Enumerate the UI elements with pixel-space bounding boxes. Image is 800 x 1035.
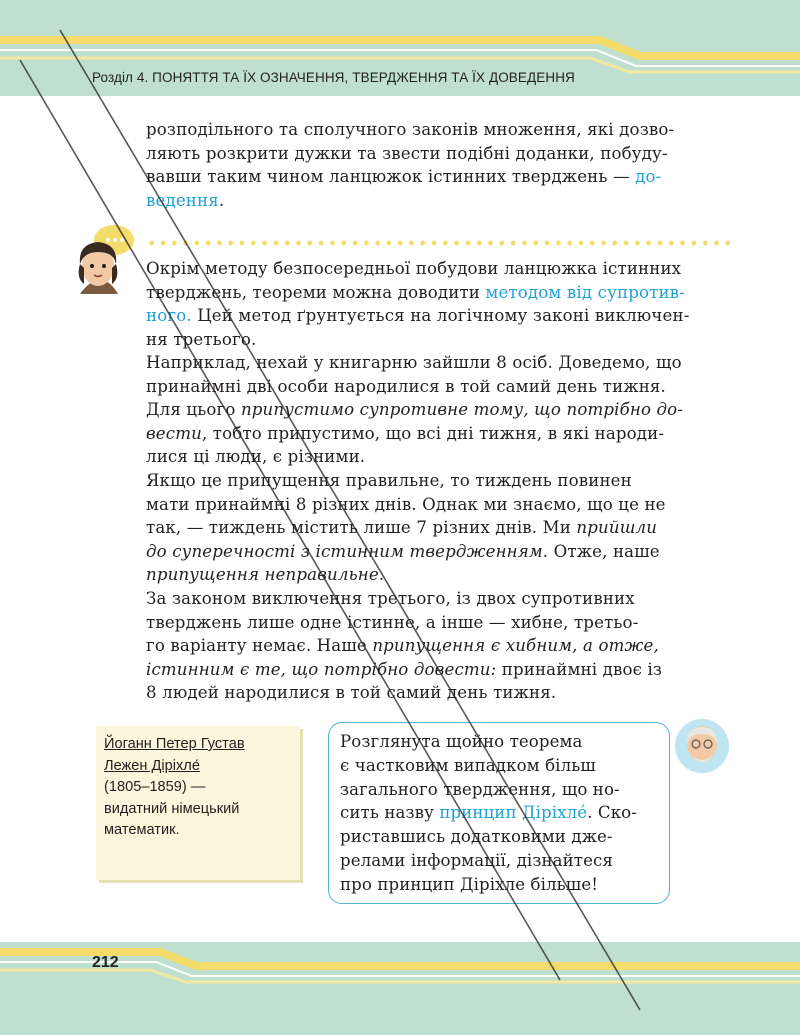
professor-avatar-icon	[670, 716, 734, 776]
footer-decoration	[0, 942, 800, 1035]
term-contradiction: ного.	[146, 306, 192, 326]
text-line: ня третього.	[146, 329, 257, 349]
text-line: Наприклад, нехай у книгарню зайшли 8 осіб. Доведемо, що	[146, 353, 682, 372]
text-line: . Отже, наше	[542, 541, 660, 561]
dotted-separator	[146, 240, 730, 246]
note-description: математик.	[104, 822, 180, 838]
chapter-title: Розділ 4. ПОНЯТТЯ ТА ЇХ ОЗНАЧЕННЯ, ТВЕРДЖЕННЯ ТА ЇХ ДОВЕДЕННЯ	[92, 70, 575, 85]
text-line: , тобто припустимо, що всі дні тижня, в які народи-	[201, 423, 665, 443]
paragraph-method	[146, 257, 730, 351]
text-line: Окрім методу безпосередньої побудови ланцюжка істинних	[146, 259, 682, 278]
text-line: так, — тиждень містить лише 7 різних днів. Ми	[146, 518, 577, 538]
term-proof: до-	[635, 167, 662, 187]
emphasis: припущення неправильне	[146, 565, 379, 585]
paragraph-reasoning	[146, 469, 730, 587]
text-line: лися ці люди, є різними.	[146, 447, 366, 467]
emphasis: вести	[146, 423, 202, 443]
bubble-line: релами інформації, дізнайтеся	[340, 850, 613, 870]
speech-bubble-text	[340, 730, 656, 897]
boy-avatar-icon	[66, 222, 136, 302]
paragraph-conclusion	[146, 587, 730, 705]
bubble-line: загального твердження, що но-	[340, 779, 620, 799]
text-line: ляють розкрити дужки та звести подібні доданки, побуду-	[146, 143, 668, 163]
bubble-line: риставшись додатковими дже-	[340, 827, 613, 847]
bubble-line: Розглянута щойно теорема	[340, 732, 583, 751]
biography-note-text	[104, 734, 294, 842]
note-name-line: Йоганн Петер Густав	[104, 736, 245, 752]
term-dirichlet-principle: принцип Діріхле́	[439, 803, 588, 823]
page-number: 212	[92, 954, 119, 971]
text-line: го варіанту немає. Наше	[146, 636, 373, 656]
text-line: вавши таким чином ланцюжок істинних тверджень —	[146, 167, 636, 187]
term-contradiction: методом від супротив-	[485, 282, 685, 302]
term-proof: ведення	[146, 190, 219, 210]
bubble-line: сить назву	[340, 803, 440, 823]
footer-band	[0, 942, 800, 1035]
bubble-line: є частковим випадком більш	[340, 755, 596, 775]
bubble-line: про принцип Діріхле більше!	[340, 874, 599, 894]
note-name-line: Лежен Діріхле́	[104, 757, 200, 774]
text-line: принаймні дві особи народилися в той самий день тижня.	[146, 376, 666, 396]
text-line: .	[378, 565, 385, 585]
emphasis: припустимо супротивне тому, що потрібно до-	[240, 400, 684, 420]
emphasis: припущення є хибним, а отже,	[372, 636, 659, 656]
note-years: (1805–1859) —	[104, 779, 206, 795]
text-line: 8 людей народилися в той самий день тижня.	[146, 683, 557, 703]
text-line: Цей метод ґрунтується на логічному законі виключен-	[191, 306, 690, 326]
note-description: видатний німецький	[104, 800, 240, 817]
text-line: принаймні двоє із	[496, 659, 663, 679]
emphasis: істинним є те, що потрібно довести:	[146, 659, 497, 679]
paragraph-example	[146, 351, 730, 469]
text-line: Якщо це припущення правильне, то тиждень повинен	[146, 471, 632, 490]
text-line: Для цього	[146, 400, 241, 420]
text-line: мати принаймні 8 різних днів. Однак ми знаємо, що це не	[146, 494, 666, 514]
text-line: .	[218, 190, 225, 210]
text-line: тверджень лише одне істинне, а інше — хибне, третьо-	[146, 612, 639, 632]
emphasis: до суперечності з істинним твердженням	[146, 541, 543, 561]
text-line: розподільного та сполучного законів множення, які дозво-	[146, 120, 675, 139]
text-line: За законом виключення третього, із двох супротивних	[146, 589, 635, 608]
text-line: тверджень, теореми можна доводити	[146, 282, 486, 302]
bubble-line: . Ско-	[587, 803, 637, 823]
paragraph-intro	[146, 118, 730, 212]
emphasis: прийшли	[576, 518, 658, 538]
